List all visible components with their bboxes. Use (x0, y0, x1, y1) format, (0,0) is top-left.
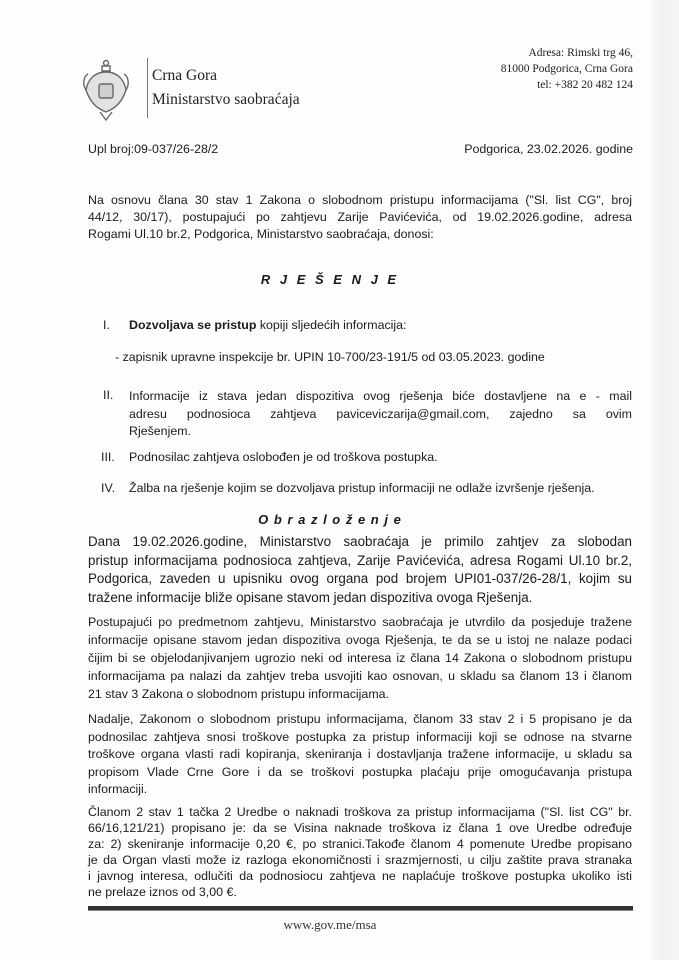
item-number: II. (103, 388, 114, 402)
text-line: 44/12, 30/17), postupajući po zahtjevu Zarije Pavićevića, od 19.02.2026.godine, adresa (88, 210, 632, 224)
text-line: Postupajući po predmetnom zahtjevu, Ministarstvo saobraćaja je utvrdilo da posjeduje tražene (88, 615, 632, 629)
text-line: ne prelaze iznos od 3,00 €. (88, 885, 237, 899)
text-line: informaciji. (88, 782, 148, 796)
address-line: Adresa: Rimski trg 46, (528, 47, 633, 59)
text-line: tražene informacije bliže opisane stavom jedan dispozitiva ovoga Rješenja. (88, 589, 533, 605)
reasoning-title: O b r a z l o ž e n j e (258, 512, 402, 527)
coat-of-arms-icon (82, 58, 130, 122)
text-line: podnosilac zahtjeva snosi troškove postupka za pristup informaciji koji se odnose na stvarne (88, 729, 632, 744)
reference-number: Upl broj:09-037/26-28/2 (88, 142, 219, 156)
text-line: propisom Vlade Crne Gore i da se troškovi postupka plaćaju prije omogućavanja pristupa (88, 764, 632, 779)
country-name: Crna Gora (152, 67, 217, 84)
text-line: Dana 19.02.2026.godine, Ministarstvo saobraćaja je primilo zahtjev za slobodan (88, 534, 632, 549)
text-line: Članom 2 stav 1 tačka 2 Uredbe o naknadi troškova za pristup informacijama ("Sl. list CG" br. (88, 805, 632, 819)
text-line: Informacije iz stava jedan dispozitiva ovog rješenja biće dostavljene na e - mail (129, 389, 632, 403)
item-number: I. (103, 318, 110, 332)
text-line: pristup informacijama podnosioca zahtjeva, Zarije Pavićevića, adresa Rogami Ul.10 br.2, (88, 552, 632, 568)
scan-edge-shadow (649, 0, 679, 960)
item-iv-text: Žalba na rješenje kojim se dozvoljava pristup informaciji ne odlaže izvršenje rješenja. (129, 481, 595, 495)
text-line: informacije opisane stavom jedan dispozitiva ovoga Rješenja, te da se u istoj ne nalaze podaci (88, 633, 632, 647)
address-block (501, 45, 633, 93)
decision-title: R J E Š E N J E (260, 272, 400, 287)
ministry-name: Ministarstvo saobraćaja (152, 91, 300, 108)
text-line: i javnog interesa, odlučiti da podnosiocu zahtjeva ne naplaćuje troškove postupka ukoliko isti (88, 869, 632, 883)
reasoning-paragraph-1 (88, 533, 632, 607)
reasoning-paragraph-3 (88, 711, 632, 799)
address-line: 81000 Podgorica, Crna Gora (500, 63, 633, 75)
text-line: adresu podnosioca zahtjeva paviceviczarija@gmail.com, zajedno sa ovim (129, 406, 632, 421)
text-line: Rogami Ul.10 br.2, Podgorica, Ministarstvo saobraćaja, donosi: (88, 227, 434, 241)
item-i-rest: kopiji sljedećih informacija: (256, 318, 407, 332)
phone-line: tel: +382 20 482 124 (537, 79, 633, 91)
text-line: je da Organ vlasti može iz razloga ekonomičnosti i srazmjernosti, u cilju zaštite prava stranaka (88, 853, 632, 867)
text-line: Rješenjem. (129, 424, 191, 438)
item-number: IV. (101, 481, 116, 495)
footer-divider (88, 906, 633, 911)
item-i-bold: Dozvoljava se pristup (129, 318, 257, 332)
footer-website: www.gov.me/msa (283, 917, 377, 932)
text-line: za: 2) skeniranje informacije 0,20 €, po stranici.Takođe članom 4 pomenute Uredbe propisano (88, 837, 632, 851)
intro-paragraph (88, 192, 632, 243)
text-line: 21 stav 3 Zakona o slobodnom pristupu informacijama. (88, 687, 389, 701)
text-line: informacijama pa nalazi da zahtjev treba usvojiti kao osnovan, u skladu sa članom 13 i članom (88, 669, 632, 683)
text-line: troškove organa vlasti radi kopiranja, skeniranja i dostavljanja tražene informacije, u skladu sa (88, 747, 632, 761)
item-i-text (129, 318, 407, 332)
text-line: Nadalje, Zakonom o slobodnom pristupu informacijama, članom 33 stav 2 i 5 propisano je da (88, 712, 632, 726)
text-line: Podgorica, zaveden u upisniku ovog organa pod brojem UPI01-037/26-28/1, kojim su (88, 571, 632, 586)
text-line: 66/16,121/21) propisano je: da se Visina naknade troškova iz člana 1 ove Uredbe određuje (88, 821, 632, 835)
item-number: III. (101, 450, 115, 464)
item-ii-text (129, 388, 632, 441)
item-iii-text: Podnosilac zahtjeva oslobođen je od troškova postupka. (129, 450, 438, 464)
text-line: Na osnovu člana 30 stav 1 Zakona o slobodnom pristupu informacijama ("Sl. list CG", broj (88, 193, 632, 207)
reasoning-paragraph-2 (88, 613, 632, 703)
reasoning-paragraph-4 (88, 804, 632, 900)
organization-name (152, 64, 300, 112)
place-date: Podgorica, 23.02.2026. godine (464, 142, 633, 156)
item-i-subitem: - zapisnik upravne inspekcije br. UPIN 10-700/23-191/5 od 03.05.2023. godine (115, 350, 545, 364)
text-line: čijim bi se objelodanjivanjem ugrozio neki od interesa iz člana 14 Zakona o slobodnom pristupu (88, 651, 632, 665)
header-divider (147, 58, 148, 118)
